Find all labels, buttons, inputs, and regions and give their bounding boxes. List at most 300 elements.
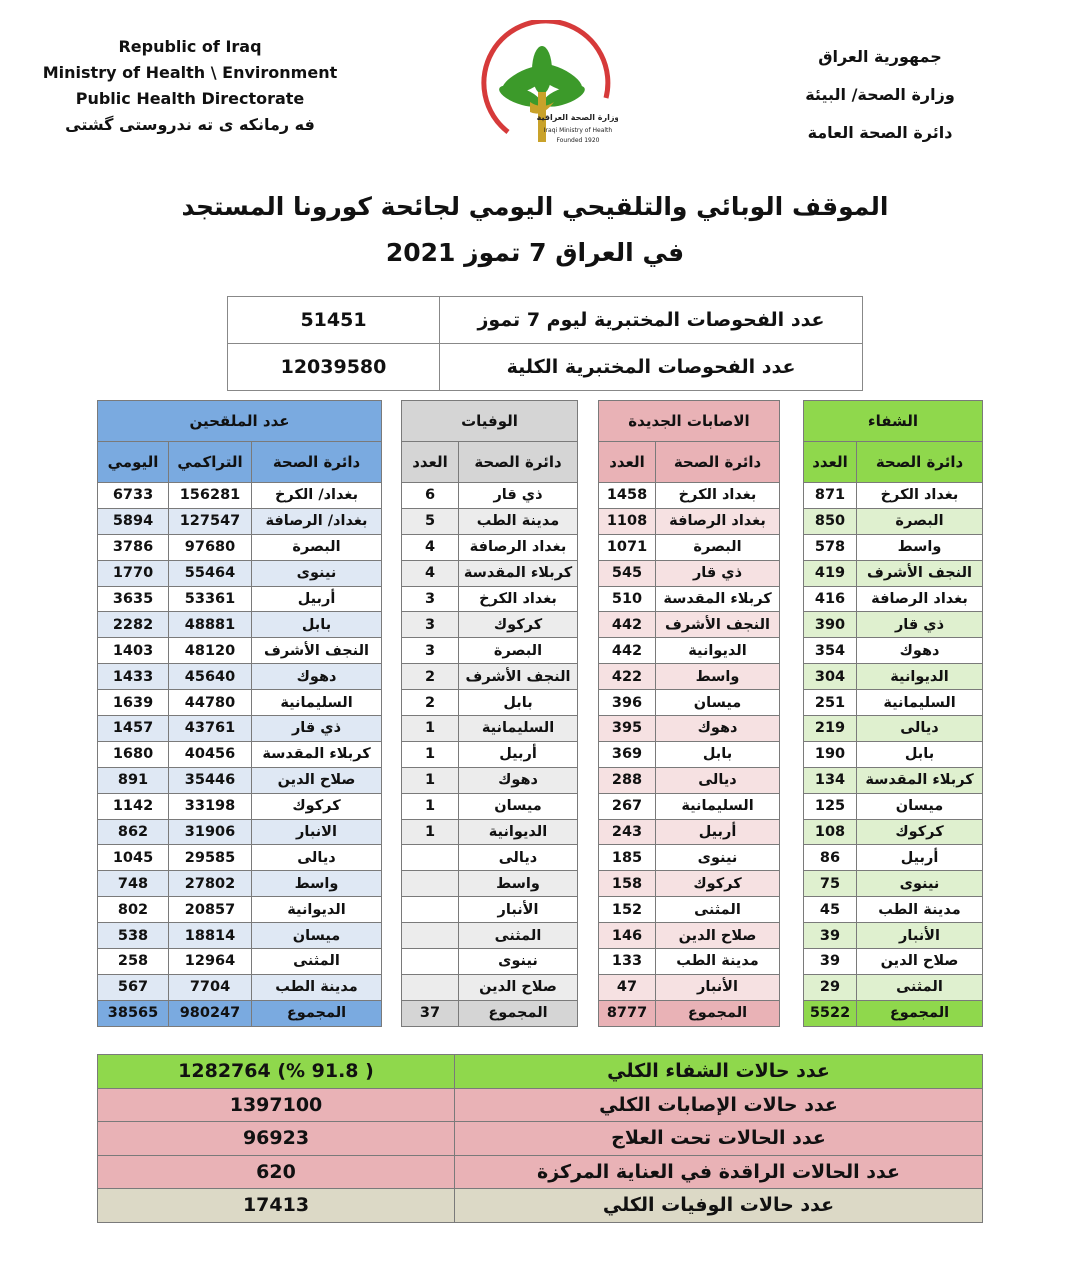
department-cell: بغداد الرصافة (857, 586, 983, 612)
total-value: 37 (402, 1000, 459, 1026)
vaccinated-table (97, 400, 382, 1027)
count-cell: 6 (402, 483, 459, 509)
department-cell: النجف الأشرف (459, 664, 578, 690)
title-line: الموقف الوبائي والتلقيحي اليومي لجائحة كورونا المستجد (181, 192, 889, 221)
table-row (402, 716, 578, 742)
department-cell: البصرة (656, 534, 780, 560)
cumulative-cell: 40456 (169, 741, 252, 767)
column-header-count: العدد (599, 442, 656, 483)
count-cell (402, 949, 459, 975)
table-row (402, 560, 578, 586)
count-cell: 86 (804, 845, 857, 871)
count-cell: 850 (804, 508, 857, 534)
tests-table (227, 296, 863, 391)
daily-cell: 3786 (98, 534, 169, 560)
department-cell: واسط (459, 871, 578, 897)
department-cell: دهوك (459, 767, 578, 793)
department-cell: بغداد الكرخ (459, 586, 578, 612)
cumulative-cell: 43761 (169, 716, 252, 742)
department-cell: ديالى (459, 845, 578, 871)
count-cell: 185 (599, 845, 656, 871)
department-cell: البصرة (857, 508, 983, 534)
table-row (804, 949, 983, 975)
count-cell: 5 (402, 508, 459, 534)
department-cell: كربلاء المقدسة (857, 767, 983, 793)
logo-text: وزارة الصحة العراقية (536, 113, 618, 122)
department-cell: دهوك (656, 716, 780, 742)
count-cell: 4 (402, 534, 459, 560)
cumulative-cell: 48120 (169, 638, 252, 664)
table-row (98, 664, 382, 690)
count-cell: 1458 (599, 483, 656, 509)
department-cell: أربيل (459, 741, 578, 767)
table-row (804, 845, 983, 871)
cumulative-cell: 27802 (169, 871, 252, 897)
daily-cell: 1403 (98, 638, 169, 664)
department-cell: مدينة الطب (656, 949, 780, 975)
daily-cell: 567 (98, 974, 169, 1000)
count-cell: 1108 (599, 508, 656, 534)
table-row (599, 897, 780, 923)
column-header-daily: اليومي (98, 442, 169, 483)
department-cell: كركوك (252, 793, 382, 819)
department-cell: بابل (656, 741, 780, 767)
table-row (402, 793, 578, 819)
table-row (98, 741, 382, 767)
department-cell: كربلاء المقدسة (459, 560, 578, 586)
title-line: في العراق 7 تموز 2021 (385, 238, 685, 267)
table-row (599, 534, 780, 560)
daily-cell: 862 (98, 819, 169, 845)
table-row (98, 871, 382, 897)
count-cell: 422 (599, 664, 656, 690)
column-header-cumulative: التراكمي (169, 442, 252, 483)
new-cases-table (598, 400, 780, 1027)
table-row (804, 974, 983, 1000)
department-cell: مدينة الطب (459, 508, 578, 534)
table-row (599, 612, 780, 638)
table-row (804, 819, 983, 845)
daily-cell: 1457 (98, 716, 169, 742)
department-cell: بغداد الكرخ (857, 483, 983, 509)
department-cell: كربلاء المقدسة (656, 586, 780, 612)
table-row (98, 845, 382, 871)
department-cell: بغداد الرصافة (656, 508, 780, 534)
table-row (98, 974, 382, 1000)
table-row (599, 741, 780, 767)
table-row (98, 586, 382, 612)
table-row (402, 819, 578, 845)
table-row (804, 534, 983, 560)
table-row (804, 612, 983, 638)
totals-row (98, 1122, 983, 1156)
table-row (599, 586, 780, 612)
table-row (804, 741, 983, 767)
daily-cell: 5894 (98, 508, 169, 534)
daily-cell: 6733 (98, 483, 169, 509)
daily-cell: 2282 (98, 612, 169, 638)
table-row (402, 845, 578, 871)
table-row (804, 560, 983, 586)
ministry-logo (468, 20, 618, 155)
department-cell: المثنى (656, 897, 780, 923)
table-row (402, 871, 578, 897)
header-english (30, 34, 350, 138)
count-cell: 304 (804, 664, 857, 690)
table-row (98, 767, 382, 793)
department-cell: النجف الأشرف (857, 560, 983, 586)
count-cell: 578 (804, 534, 857, 560)
column-header-department: دائرة الصحة (252, 442, 382, 483)
table-row (599, 949, 780, 975)
header-arabic (760, 38, 1000, 152)
department-cell: كركوك (459, 612, 578, 638)
department-cell: الأنبار (656, 974, 780, 1000)
table-row (402, 612, 578, 638)
department-cell: واسط (252, 871, 382, 897)
table-row (98, 690, 382, 716)
department-cell: مدينة الطب (252, 974, 382, 1000)
table-row (804, 923, 983, 949)
table-row (804, 483, 983, 509)
table-row (599, 690, 780, 716)
cumulative-cell: 31906 (169, 819, 252, 845)
department-cell: البصرة (459, 638, 578, 664)
column-header-count: العدد (402, 442, 459, 483)
table-row (402, 664, 578, 690)
department-cell: أربيل (857, 845, 983, 871)
daily-cell: 258 (98, 949, 169, 975)
department-cell: ذي قار (459, 483, 578, 509)
table-row (98, 508, 382, 534)
daily-cell: 802 (98, 897, 169, 923)
count-cell: 2 (402, 664, 459, 690)
count-cell: 251 (804, 690, 857, 716)
department-cell: السليمانية (656, 793, 780, 819)
table-row (98, 716, 382, 742)
department-cell: البصرة (252, 534, 382, 560)
department-cell: ديالى (252, 845, 382, 871)
column-header-count: العدد (804, 442, 857, 483)
count-cell: 108 (804, 819, 857, 845)
cumulative-cell: 35446 (169, 767, 252, 793)
count-cell (402, 974, 459, 1000)
table-row (98, 923, 382, 949)
daily-cell: 1639 (98, 690, 169, 716)
table-title: عدد الملقحين (98, 401, 382, 442)
daily-cell: 1045 (98, 845, 169, 871)
table-row (402, 638, 578, 664)
count-cell: 395 (599, 716, 656, 742)
cumulative-cell: 45640 (169, 664, 252, 690)
count-cell: 510 (599, 586, 656, 612)
count-cell: 267 (599, 793, 656, 819)
header-ar-line: دائرة الصحة العامة (807, 123, 953, 142)
table-row (599, 767, 780, 793)
totals-value: 1397100 (98, 1088, 455, 1122)
table-row (402, 483, 578, 509)
department-cell: الأنبار (857, 923, 983, 949)
department-cell: ميسان (459, 793, 578, 819)
total-label: المجموع (459, 1000, 578, 1026)
department-cell: الديوانية (656, 638, 780, 664)
cumulative-cell: 20857 (169, 897, 252, 923)
total-label: المجموع (252, 1000, 382, 1026)
department-cell: السليمانية (459, 716, 578, 742)
table-row (98, 483, 382, 509)
department-cell: ميسان (656, 690, 780, 716)
table-row (402, 974, 578, 1000)
daily-cell: 3635 (98, 586, 169, 612)
total-value: 5522 (804, 1000, 857, 1026)
count-cell: 369 (599, 741, 656, 767)
count-cell: 1 (402, 741, 459, 767)
department-cell: نينوى (656, 845, 780, 871)
cumulative-cell: 33198 (169, 793, 252, 819)
department-cell: دهوك (857, 638, 983, 664)
table-row (599, 560, 780, 586)
totals-value: 96923 (98, 1122, 455, 1156)
totals-label: عدد حالات الشفاء الكلي (455, 1055, 983, 1089)
totals-table (97, 1054, 983, 1223)
table-row (402, 690, 578, 716)
count-cell: 47 (599, 974, 656, 1000)
department-cell: أربيل (656, 819, 780, 845)
cumulative-cell: 55464 (169, 560, 252, 586)
count-cell: 4 (402, 560, 459, 586)
daily-cell: 1433 (98, 664, 169, 690)
department-cell: صلاح الدين (857, 949, 983, 975)
palm-tree-logo-icon (468, 20, 618, 155)
department-cell: الديوانية (857, 664, 983, 690)
count-cell: 288 (599, 767, 656, 793)
table-row (804, 767, 983, 793)
cumulative-cell: 127547 (169, 508, 252, 534)
department-cell: صلاح الدين (656, 923, 780, 949)
department-cell: المثنى (252, 949, 382, 975)
table-row (402, 767, 578, 793)
count-cell: 396 (599, 690, 656, 716)
totals-value: 17413 (98, 1189, 455, 1223)
table-row (804, 508, 983, 534)
cumulative-cell: 7704 (169, 974, 252, 1000)
table-row (599, 819, 780, 845)
count-cell: 1 (402, 793, 459, 819)
department-cell: الديوانية (459, 819, 578, 845)
count-cell: 29 (804, 974, 857, 1000)
header-kurdish-line: فه رمانكه ى ته ندروستى گشتى (65, 115, 315, 134)
table-row (402, 534, 578, 560)
cumulative-cell: 18814 (169, 923, 252, 949)
table-row (599, 974, 780, 1000)
count-cell: 3 (402, 638, 459, 664)
count-cell: 190 (804, 741, 857, 767)
count-cell: 442 (599, 638, 656, 664)
department-cell: نينوى (459, 949, 578, 975)
department-cell: بغداد الكرخ (656, 483, 780, 509)
header-en-line: Republic of Iraq (118, 37, 262, 56)
table-row (402, 923, 578, 949)
table-row (804, 897, 983, 923)
table-row (402, 897, 578, 923)
table-row (599, 923, 780, 949)
department-cell: بغداد الرصافة (459, 534, 578, 560)
table-row (98, 897, 382, 923)
department-cell: دهوك (252, 664, 382, 690)
department-cell: السليمانية (252, 690, 382, 716)
total-cumulative-value: 980247 (169, 1000, 252, 1026)
cumulative-cell: 53361 (169, 586, 252, 612)
tests-total-label: عدد الفحوصات المختبرية الكلية (440, 344, 863, 391)
daily-cell: 1770 (98, 560, 169, 586)
department-cell: المثنى (459, 923, 578, 949)
logo-text: Founded 1920 (556, 137, 600, 144)
department-cell: ذي قار (252, 716, 382, 742)
count-cell: 3 (402, 612, 459, 638)
daily-cell: 891 (98, 767, 169, 793)
count-cell (402, 871, 459, 897)
table-row (402, 949, 578, 975)
count-cell: 75 (804, 871, 857, 897)
count-cell: 871 (804, 483, 857, 509)
department-cell: كركوك (857, 819, 983, 845)
table-title: الشفاء (804, 401, 983, 442)
count-cell: 419 (804, 560, 857, 586)
department-cell: ميسان (857, 793, 983, 819)
table-title: الاصابات الجديدة (599, 401, 780, 442)
count-cell: 1 (402, 819, 459, 845)
count-cell: 133 (599, 949, 656, 975)
department-cell: النجف الأشرف (656, 612, 780, 638)
tests-total-value: 12039580 (228, 344, 440, 391)
daily-cell: 748 (98, 871, 169, 897)
department-cell: ذي قار (656, 560, 780, 586)
department-cell: مدينة الطب (857, 897, 983, 923)
department-cell: بابل (252, 612, 382, 638)
table-row (599, 793, 780, 819)
table-row (599, 716, 780, 742)
cumulative-cell: 44780 (169, 690, 252, 716)
table-row (599, 845, 780, 871)
table-row (98, 638, 382, 664)
count-cell (402, 845, 459, 871)
table-row (804, 871, 983, 897)
department-cell: بابل (857, 741, 983, 767)
table-row (599, 638, 780, 664)
cumulative-cell: 48881 (169, 612, 252, 638)
department-cell: كربلاء المقدسة (252, 741, 382, 767)
table-row (599, 871, 780, 897)
department-cell: الانبار (252, 819, 382, 845)
count-cell (402, 897, 459, 923)
count-cell: 354 (804, 638, 857, 664)
cumulative-cell: 29585 (169, 845, 252, 871)
totals-row (98, 1155, 983, 1189)
tests-daily-value: 51451 (228, 297, 440, 344)
table-row (402, 741, 578, 767)
total-label: المجموع (857, 1000, 983, 1026)
department-cell: نينوى (857, 871, 983, 897)
count-cell: 134 (804, 767, 857, 793)
department-cell: ذي قار (857, 612, 983, 638)
count-cell: 1071 (599, 534, 656, 560)
deaths-table (401, 400, 578, 1027)
header-en-line: Public Health Directorate (75, 89, 305, 108)
count-cell: 1 (402, 767, 459, 793)
department-cell: النجف الأشرف (252, 638, 382, 664)
totals-value: 620 (98, 1155, 455, 1189)
column-header-department: دائرة الصحة (459, 442, 578, 483)
table-row (804, 690, 983, 716)
total-daily-value: 38565 (98, 1000, 169, 1026)
department-cell: صلاح الدين (459, 974, 578, 1000)
table-row (599, 508, 780, 534)
department-cell: الأنبار (459, 897, 578, 923)
table-row (804, 638, 983, 664)
cumulative-cell: 156281 (169, 483, 252, 509)
department-cell: كركوك (656, 871, 780, 897)
department-cell: السليمانية (857, 690, 983, 716)
count-cell: 219 (804, 716, 857, 742)
count-cell: 125 (804, 793, 857, 819)
count-cell: 442 (599, 612, 656, 638)
table-row (98, 793, 382, 819)
table-row (599, 664, 780, 690)
department-cell: نينوى (252, 560, 382, 586)
department-cell: بابل (459, 690, 578, 716)
department-cell: المثنى (857, 974, 983, 1000)
total-value: 8777 (599, 1000, 656, 1026)
department-cell: بغداد/ الرصافة (252, 508, 382, 534)
department-cell: ديالى (656, 767, 780, 793)
department-cell: بغداد/ الكرخ (252, 483, 382, 509)
daily-cell: 1680 (98, 741, 169, 767)
count-cell: 146 (599, 923, 656, 949)
table-row (98, 612, 382, 638)
count-cell: 243 (599, 819, 656, 845)
totals-label: عدد الحالات الراقدة في العناية المركزة (455, 1155, 983, 1189)
total-label: المجموع (656, 1000, 780, 1026)
table-row (98, 534, 382, 560)
count-cell: 390 (804, 612, 857, 638)
department-cell: واسط (857, 534, 983, 560)
header-en-line: Ministry of Health \ Environment (42, 63, 338, 82)
department-cell: ميسان (252, 923, 382, 949)
table-row (804, 664, 983, 690)
count-cell: 45 (804, 897, 857, 923)
cumulative-cell: 12964 (169, 949, 252, 975)
department-cell: أربيل (252, 586, 382, 612)
department-cell: صلاح الدين (252, 767, 382, 793)
count-cell: 152 (599, 897, 656, 923)
table-row (98, 949, 382, 975)
cumulative-cell: 97680 (169, 534, 252, 560)
count-cell: 2 (402, 690, 459, 716)
logo-text: Iraqi Ministry of Health (543, 127, 613, 134)
table-title: الوفيات (402, 401, 578, 442)
column-header-department: دائرة الصحة (857, 442, 983, 483)
daily-cell: 538 (98, 923, 169, 949)
count-cell: 39 (804, 949, 857, 975)
totals-row (98, 1055, 983, 1089)
table-row (98, 819, 382, 845)
count-cell: 545 (599, 560, 656, 586)
count-cell: 158 (599, 871, 656, 897)
page-title (150, 184, 920, 276)
department-cell: ديالى (857, 716, 983, 742)
tests-daily-label: عدد الفحوصات المختبرية ليوم 7 تموز (440, 297, 863, 344)
header-ar-line: وزارة الصحة/ البيئة (805, 85, 955, 104)
